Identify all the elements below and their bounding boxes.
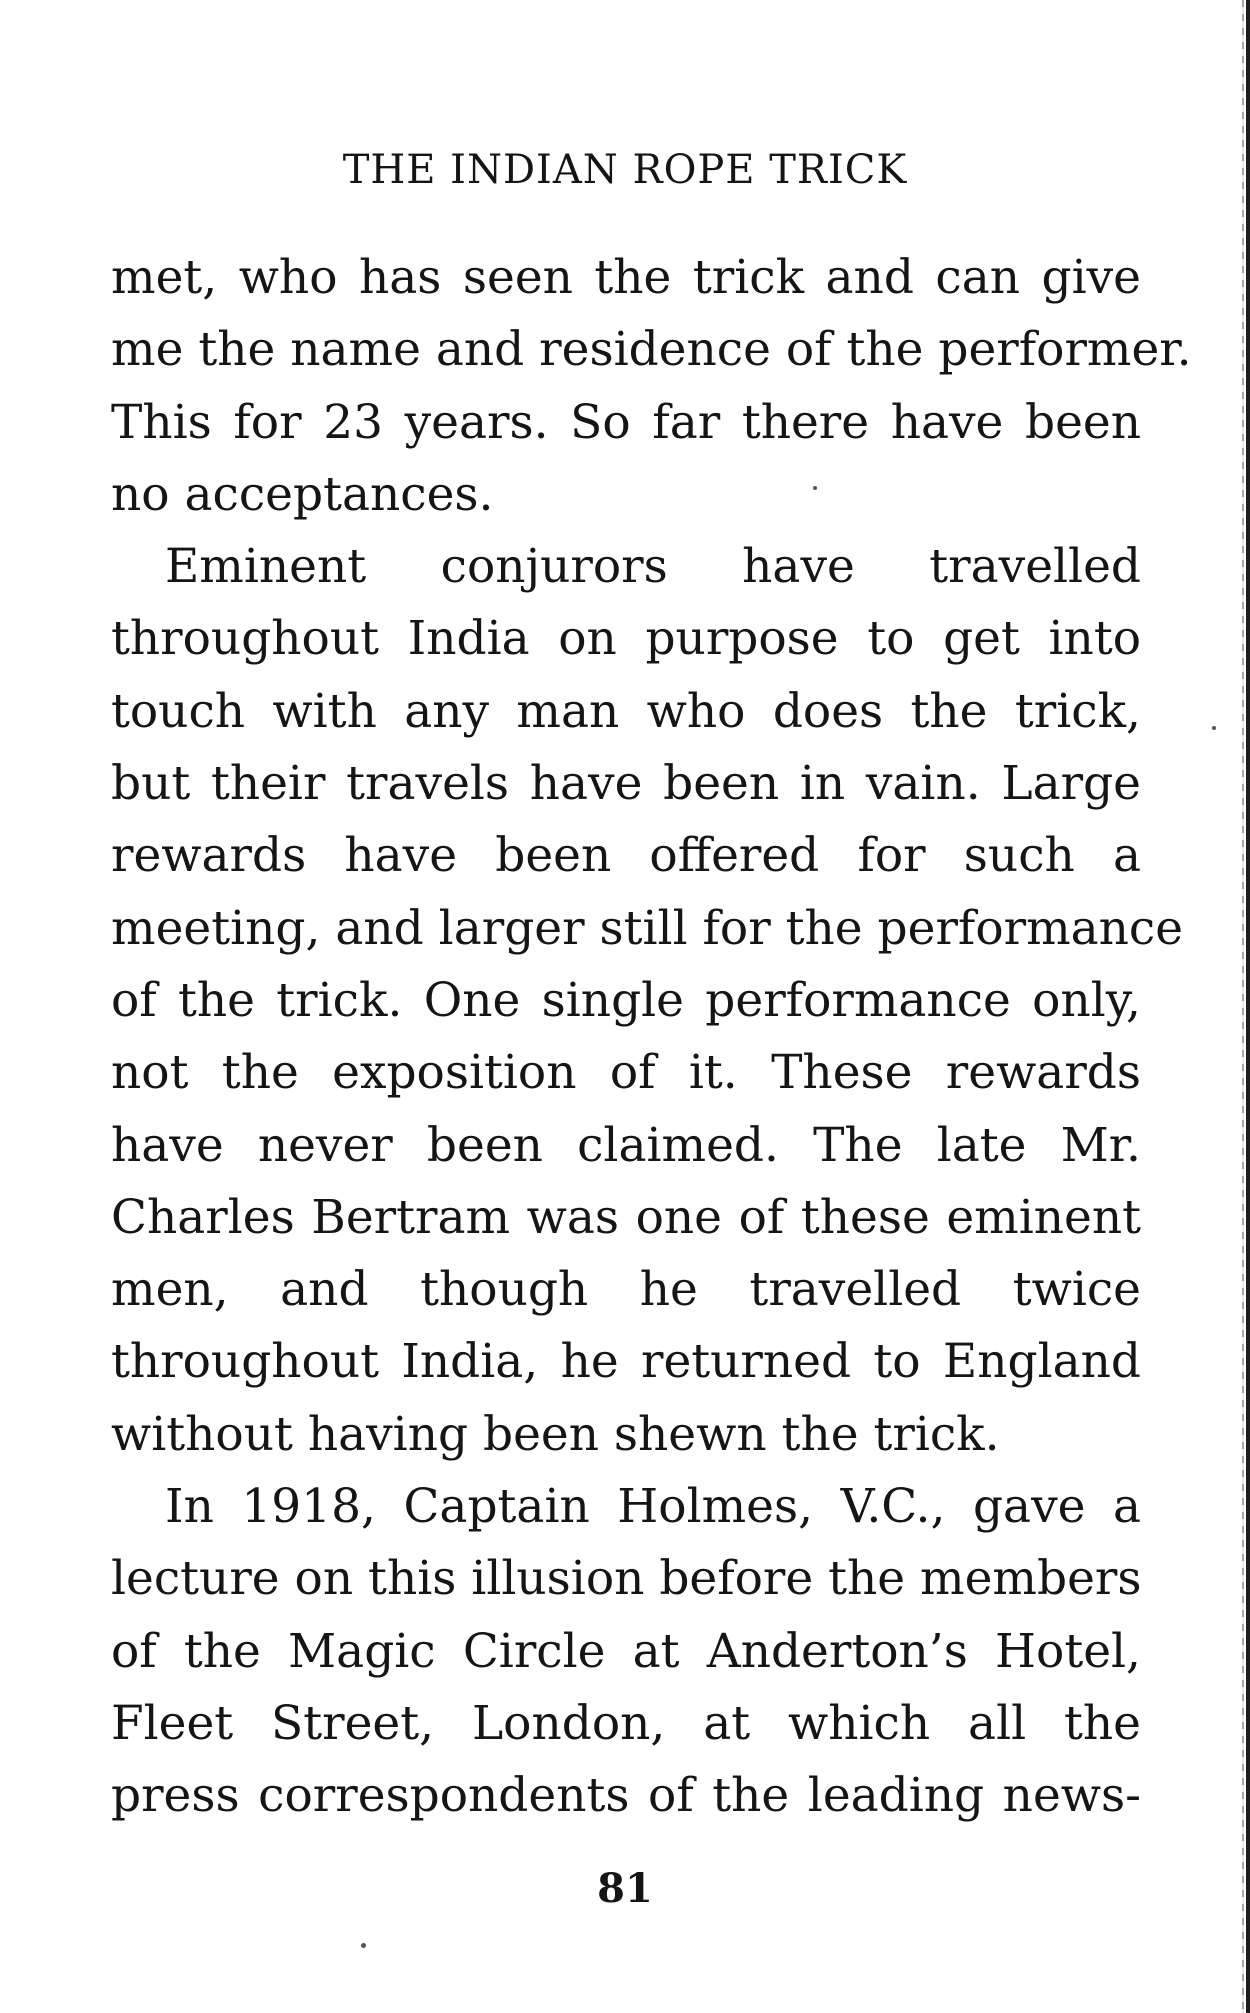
text-line: This for 23 years. So far there have been	[111, 394, 1141, 450]
text-line: throughout India, he returned to England	[111, 1334, 1141, 1390]
text-line: Charles Bertram was one of these eminent	[111, 1189, 1141, 1245]
text-line: me the name and residence of the performer.	[111, 322, 1192, 378]
text-line: of the Magic Circle at Anderton’s Hotel,	[111, 1623, 1141, 1679]
text-line: but their travels have been in vain. Large	[111, 756, 1141, 812]
text-line: have never been claimed. The late Mr.	[111, 1117, 1141, 1173]
ink-speck	[813, 486, 817, 490]
paragraph-2	[111, 531, 1184, 1471]
text-line: no acceptances.	[111, 466, 494, 522]
page-number: 81	[597, 1865, 653, 1912]
text-line: meeting, and larger still for the performance	[111, 900, 1184, 956]
body-text	[111, 242, 1192, 1833]
ink-speck	[361, 1943, 366, 1948]
text-line: throughout India on purpose to get into	[111, 611, 1141, 667]
text-line: without having been shewn the trick.	[111, 1406, 1000, 1462]
text-line: press correspondents of the leading news-	[111, 1768, 1141, 1824]
text-line: Eminent conjurors have travelled	[165, 539, 1141, 595]
text-line: In 1918, Captain Holmes, V.C., gave a	[165, 1479, 1141, 1535]
page-edge-shadow	[1242, 0, 1244, 2013]
running-head: THE INDIAN ROPE TRICK	[342, 147, 908, 193]
paragraph-1	[111, 242, 1192, 531]
ink-speck	[1212, 726, 1216, 730]
paragraph-3	[111, 1471, 1141, 1832]
text-line: Fleet Street, London, at which all the	[111, 1695, 1141, 1751]
text-line: of the trick. One single performance only,	[111, 972, 1141, 1028]
text-line: men, and though he travelled twice	[111, 1262, 1141, 1318]
text-line: rewards have been offered for such a	[111, 828, 1141, 884]
text-line: lecture on this illusion before the members	[111, 1551, 1142, 1607]
text-line: touch with any man who does the trick,	[111, 683, 1141, 739]
text-line: met, who has seen the trick and can give	[111, 250, 1141, 305]
page-edge	[1246, 0, 1250, 2013]
text-line: not the exposition of it. These rewards	[111, 1045, 1141, 1101]
